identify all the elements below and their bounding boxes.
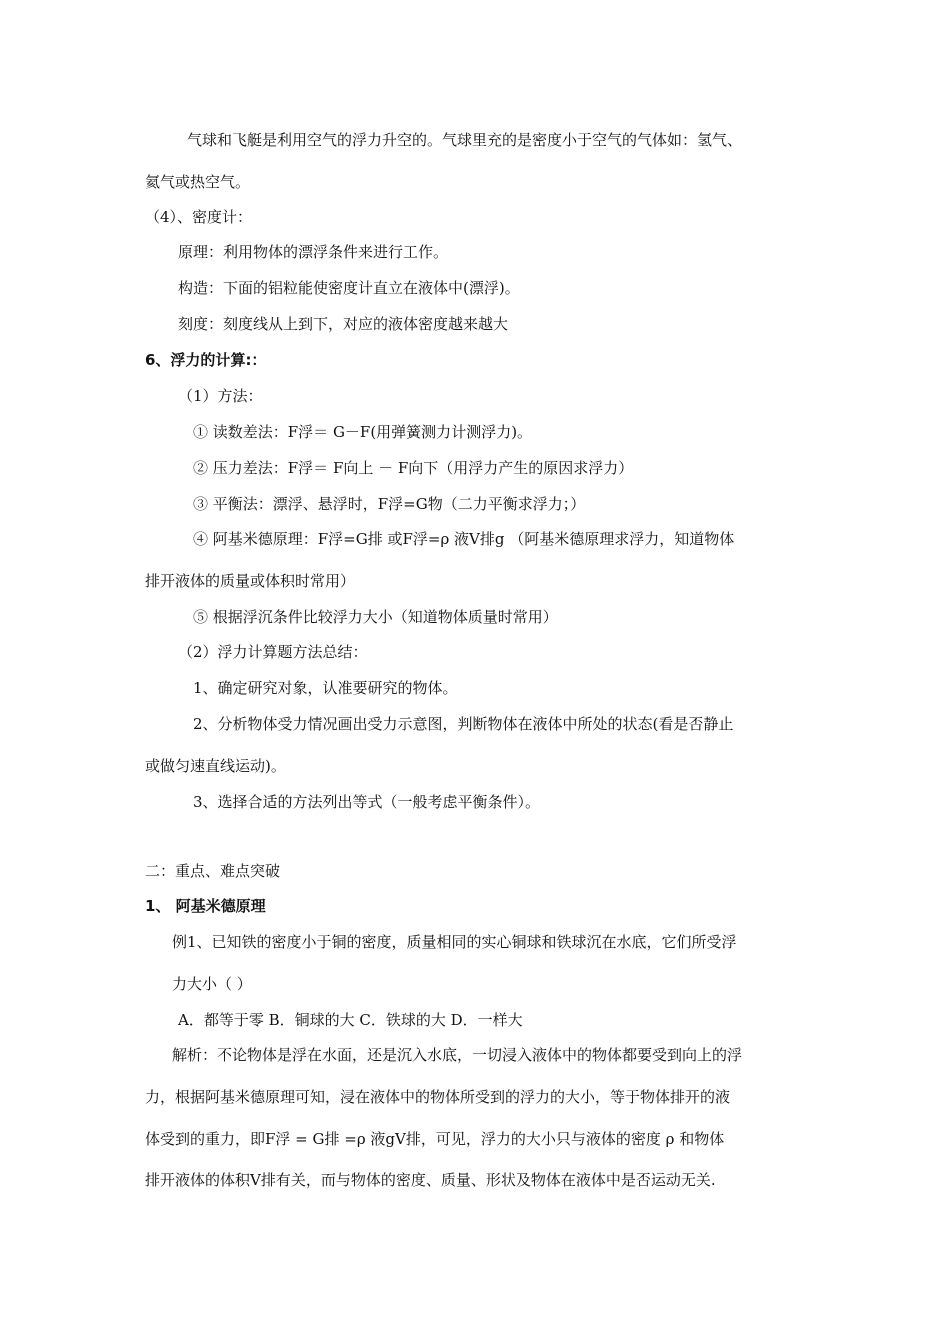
analysis-line-3: 体受到的重力，即F浮 = G排 =ρ 液gV排，可见，浮力的大小只与液体的密度 ρ 和物体	[145, 1130, 725, 1148]
list-item-method-2: ② 压力差法：F浮＝ F向上 － F向下（用浮力产生的原因求浮力）	[193, 459, 634, 477]
list-item-method-3: ③ 平衡法：漂浮、悬浮时，F浮=G物（二力平衡求浮力；）	[193, 495, 586, 513]
list-item-summary-3: 3、选择合适的方法列出等式（一般考虑平衡条件）。	[193, 793, 541, 811]
subheading-summary: （2）浮力计算题方法总结：	[178, 643, 368, 661]
list-item-summary-1: 1、确定研究对象，认准要研究的物体。	[193, 679, 458, 697]
text-line-principle: 原理：利用物体的漂浮条件来进行工作。	[178, 243, 449, 261]
list-item-method-4-cont: 排开液体的质量或体积时常用）	[145, 572, 356, 590]
text-line-balloon-cont: 氦气或热空气。	[145, 173, 251, 191]
subheading-methods: （1）方法：	[178, 387, 263, 405]
analysis-line-4: 排开液体的体积V排有关，而与物体的密度、质量、形状及物体在液体中是否运动无关.	[145, 1171, 716, 1189]
example-1-question: 例1、已知铁的密度小于铜的密度，质量相同的实心铜球和铁球沉在水底，它们所受浮	[172, 933, 737, 951]
heading-archimedes: 1、 阿基米德原理	[145, 897, 266, 915]
section-heading-key-points: 二：重点、难点突破	[145, 862, 281, 880]
text-line-balloon: 气球和飞艇是利用空气的浮力升空的。气球里充的是密度小于空气的气体如：氢气、	[187, 131, 743, 149]
list-item-method-1: ① 读数差法：F浮＝ G－F(用弹簧测力计测浮力)。	[193, 423, 533, 441]
list-item-summary-2: 2、分析物体受力情况画出受力示意图，判断物体在液体中所处的状态(看是否静止	[193, 715, 734, 733]
text-line-structure: 构造：下面的铝粒能使密度计直立在液体中(漂浮)。	[178, 279, 520, 297]
heading-buoyancy-calc: 6、浮力的计算:：	[145, 351, 267, 369]
heading-hydrometer: （4）、密度计：	[145, 208, 253, 226]
list-item-summary-2-cont: 或做匀速直线运动)。	[145, 757, 286, 775]
list-item-method-4: ④ 阿基米德原理：F浮=G排 或F浮=ρ 液V排g （阿基米德原理求浮力，知道物体	[193, 530, 735, 548]
list-item-method-5: ⑤ 根据浮沉条件比较浮力大小（知道物体质量时常用）	[193, 608, 558, 626]
example-1-question-cont: 力大小（ ）	[172, 975, 252, 993]
analysis-line-2: 力，根据阿基米德原理可知，浸在液体中的物体所受到的浮力的大小，等于物体排开的液	[145, 1088, 731, 1106]
text-line-scale: 刻度：刻度线从上到下，对应的液体密度越来越大	[178, 315, 509, 333]
example-1-options: A．都等于零 B．铜球的大 C．铁球的大 D．一样大	[178, 1011, 523, 1029]
analysis-line-1: 解析：不论物体是浮在水面，还是沉入水底，一切浸入液体中的物体都要受到向上的浮	[172, 1046, 743, 1064]
